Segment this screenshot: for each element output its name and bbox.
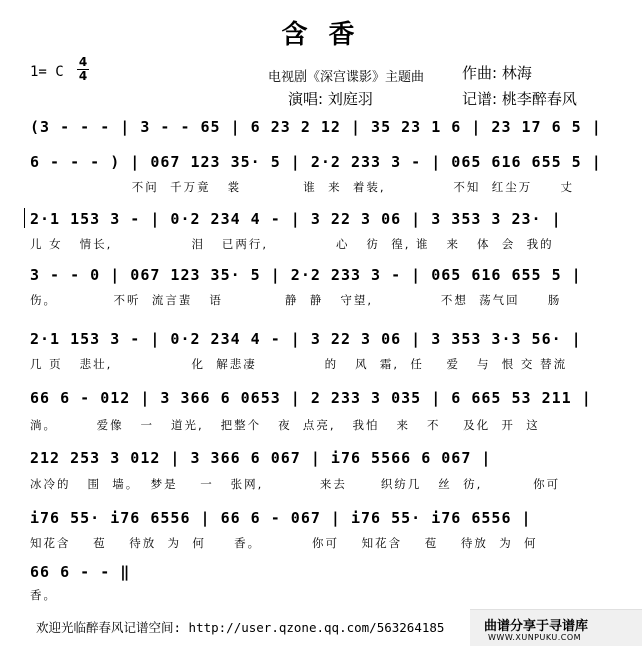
lyric-line: 儿 女 情长, 泪 已两行, 心 彷 徨, 谁 来 体 会 我的 [30,237,554,251]
lyric-line: 知花含 苞 待放 为 何 香。 你可 知花含 苞 待放 为 何 [30,536,538,550]
notation-line: 212 253 3 012 | 3 366 6 067 | i76 5566 6 067 | [30,449,492,467]
lyric-line: 淌。 爱像 一 道光, 把整个 夜 点亮, 我怕 来 不 及化 开 这 [30,418,540,432]
watermark-badge [470,609,642,646]
time-signature [77,56,89,83]
singer-credit: 演唱: 刘庭羽 [288,90,373,108]
lyric-line: 伤。 不听 流言蜚 语 静 静 守望, 不想 荡气回 肠 [30,293,562,307]
bar-line [24,208,25,228]
notation-line: 2·1 153 3 - | 0·2 234 4 - | 3 22 3 06 | 3 353 3 23· | [30,210,562,228]
composer-credit: 作曲: 林海 [462,64,532,82]
lyric-line: 不问 千万竟 裳 谁 来 着装, 不知 红尘万 丈 [30,180,575,194]
notation-line: 3 - - 0 | 067 123 35· 5 | 2·2 233 3 - | 065 616 655 5 | [30,266,582,284]
time-signature-bottom: 4 [78,69,88,83]
lyric-line: 香。 [30,588,57,602]
transcriber-credit: 记谱: 桃李醉春风 [462,90,577,108]
song-subtitle: 电视剧《深宫谍影》主题曲 [268,70,425,85]
notation-line: 66 6 - 012 | 3 366 6 0653 | 2 233 3 035 | 6 665 53 211 | [30,389,592,407]
key-signature: 1= C [30,64,64,80]
notation-line: (3 - - - | 3 - - 65 | 6 23 2 12 | 35 23 1 6 | 23 17 6 5 | [30,118,602,136]
lyric-line: 冰冷的 围 墙。 梦是 一 张网, 来去 织纺几 丝 彷, 你可 [30,477,561,491]
notation-line: i76 55· i76 6556 | 66 6 - 067 | i76 55· i76 6556 | [30,509,532,527]
song-title: 含 香 [281,20,361,50]
footer-link-text[interactable]: 欢迎光临醉春风记谱空间: http://user.qzone.qq.com/563264185 [36,620,445,635]
notation-line: 66 6 - - ‖ [30,563,131,581]
watermark-url: WWW.XUNPUKU.COM [488,633,582,642]
lyric-line: 几 页 悲壮, 化 解悲凄 的 风 霜, 任 爱 与 恨 交 替流 [30,357,568,371]
notation-line: 2·1 153 3 - | 0·2 234 4 - | 3 22 3 06 | 3 353 3·3 56· | [30,330,582,348]
watermark-name: 曲谱分享于寻谱库 [484,619,589,634]
time-signature-top: 4 [78,55,88,69]
notation-line: 6 - - - ) | 067 123 35· 5 | 2·2 233 3 - | 065 616 655 5 | [30,153,602,171]
